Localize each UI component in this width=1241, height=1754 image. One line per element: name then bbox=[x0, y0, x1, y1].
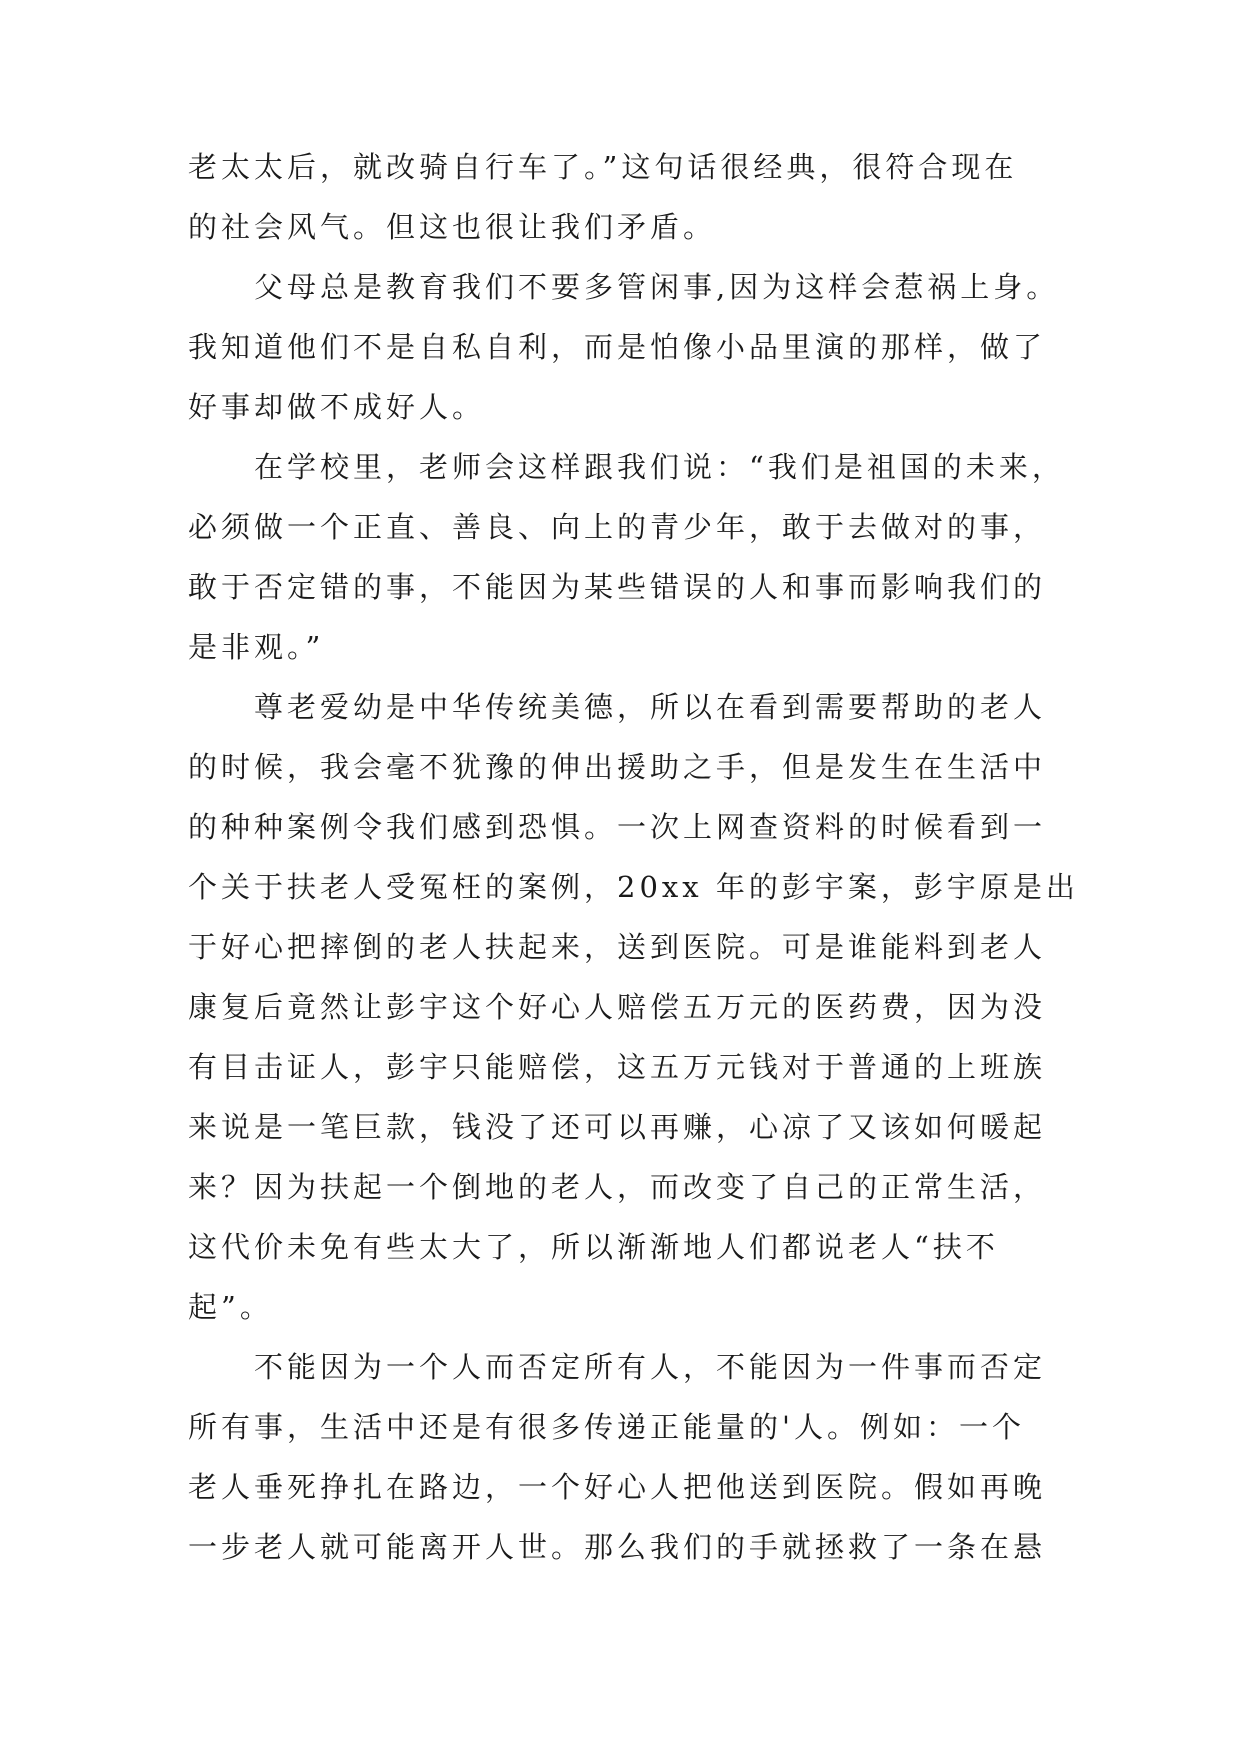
text-line: 的时候，我会毫不犹豫的伸出援助之手，但是发生在生活中 bbox=[188, 750, 1047, 784]
text-line: 来？因为扶起一个倒地的老人，而改变了自己的正常生活， bbox=[188, 1170, 1047, 1204]
text-line: 敢于否定错的事，不能因为某些错误的人和事而影响我们的 bbox=[188, 570, 1047, 604]
text-line: 康复后竟然让彭宇这个好心人赔偿五万元的医药费，因为没 bbox=[188, 990, 1047, 1024]
paragraph-first-line: 父母总是教育我们不要多管闲事,因为这样会惹祸上身。 bbox=[254, 270, 1060, 304]
paragraph-first-line: 不能因为一个人而否定所有人，不能因为一件事而否定 bbox=[254, 1350, 1047, 1384]
text-line: 好事却做不成好人。 bbox=[188, 390, 486, 424]
paragraph-first-line: 尊老爱幼是中华传统美德，所以在看到需要帮助的老人 bbox=[254, 690, 1047, 724]
text-line: 这代价未免有些太大了，所以渐渐地人们都说老人“扶不 bbox=[188, 1230, 999, 1264]
text-line: 个关于扶老人受冤枉的案例，20xx 年的彭宇案，彭宇原是出 bbox=[188, 870, 1079, 904]
text-line: 是非观。” bbox=[188, 630, 325, 664]
text-line: 所有事，生活中还是有很多传递正能量的'人。例如：一个 bbox=[188, 1410, 1025, 1444]
text-line: 必须做一个正直、善良、向上的青少年，敢于去做对的事， bbox=[188, 510, 1047, 544]
text-line: 一步老人就可能离开人世。那么我们的手就拯救了一条在悬 bbox=[188, 1530, 1047, 1564]
text-line: 的社会风气。但这也很让我们矛盾。 bbox=[188, 210, 717, 244]
text-line: 的种种案例令我们感到恐惧。一次上网查资料的时候看到一 bbox=[188, 810, 1047, 844]
text-line: 于好心把摔倒的老人扶起来，送到医院。可是谁能料到老人 bbox=[188, 930, 1047, 964]
text-line: 老人垂死挣扎在路边，一个好心人把他送到医院。假如再晚 bbox=[188, 1470, 1047, 1504]
paragraph-first-line: 在学校里，老师会这样跟我们说：“我们是祖国的未来， bbox=[254, 450, 1065, 484]
text-line: 起”。 bbox=[188, 1290, 273, 1324]
text-line: 我知道他们不是自私自利，而是怕像小品里演的那样，做了 bbox=[188, 330, 1047, 364]
document-body bbox=[188, 147, 1088, 1587]
text-line: 来说是一笔巨款，钱没了还可以再赚，心凉了又该如何暖起 bbox=[188, 1110, 1047, 1144]
text-line: 有目击证人，彭宇只能赔偿，这五万元钱对于普通的上班族 bbox=[188, 1050, 1047, 1084]
text-line: 老太太后，就改骑自行车了。”这句话很经典，很符合现在 bbox=[188, 150, 1018, 184]
